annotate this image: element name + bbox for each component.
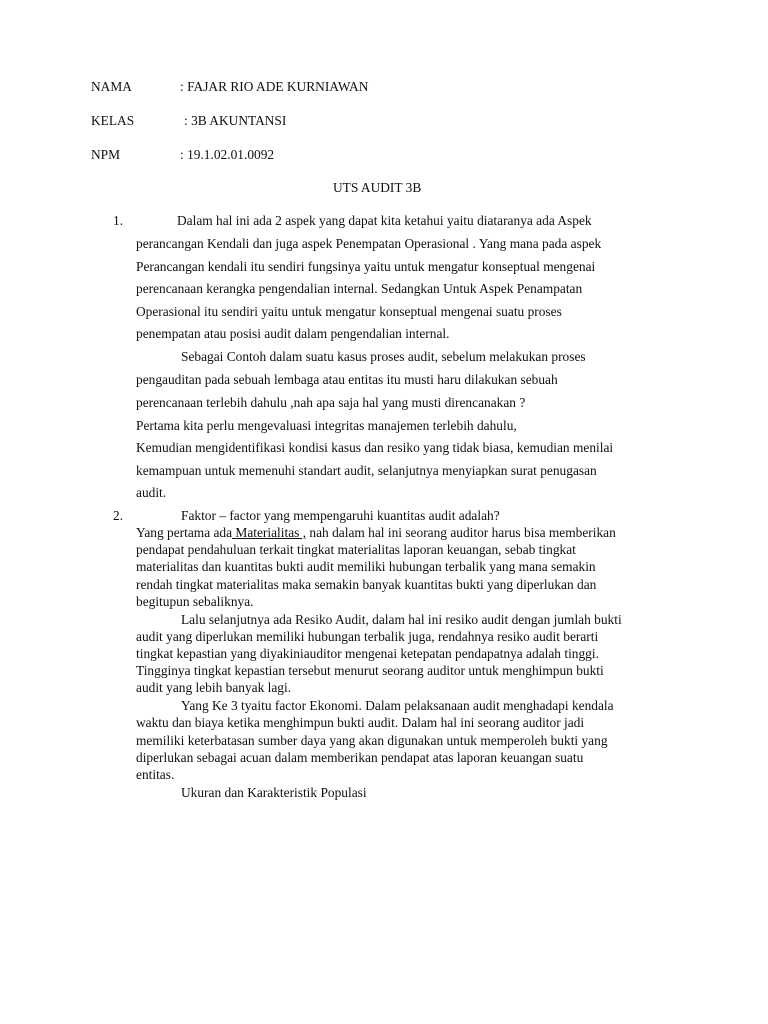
q1-line: Pertama kita perlu mengevaluasi integritas manajemen terlebih dahulu,	[136, 418, 517, 433]
class-value: : 3B AKUNTANSI	[184, 113, 287, 128]
q2-question: Faktor – factor yang mempengaruhi kuantitas audit adalah?	[181, 508, 500, 523]
npm-label: NPM	[91, 147, 121, 162]
q2-line: entitas.	[136, 767, 175, 782]
q2-line: Lalu selanjutnya ada Resiko Audit, dalam hal ini resiko audit dengan jumlah bukti	[181, 612, 622, 627]
q1-number: 1.	[113, 213, 124, 228]
q2-line: Yang Ke 3 tyaitu factor Ekonomi. Dalam pelaksanaan audit menghadapi kendala	[181, 698, 614, 713]
npm-value: : 19.1.02.01.0092	[180, 147, 275, 162]
q1-line: Sebagai Contoh dalam suatu kasus proses audit, sebelum melakukan proses	[181, 349, 586, 364]
q2-line: materialitas dan kuantitas bukti audit memiliki hubungan terbalik yang mana semakin	[136, 559, 596, 574]
q2-line: tingkat kepastian yang diyakiniauditor mengenai ketepatan pendapatnya adalah tinggi.	[136, 646, 599, 661]
name-value: : FAJAR RIO ADE KURNIAWAN	[180, 79, 369, 94]
q1-line: pengauditan pada sebuah lembaga atau entitas itu musti haru dilakukan sebuah	[136, 372, 558, 387]
q2-line: begitupun sebaliknya.	[136, 594, 254, 609]
q2-line: audit yang lebih banyak lagi.	[136, 680, 292, 695]
q2-number: 2.	[113, 508, 124, 523]
q2-line: memiliki keterbatasan sumber daya yang akan digunakan untuk memperoleh bukti yang	[136, 733, 608, 748]
q2-line: waktu dan biaya ketika menghimpun bukti audit. Dalam hal ini seorang auditor jadi	[136, 715, 585, 730]
q2-line: diperlukan sebagai acuan dalam memberikan pendapat atas laporan keuangan suatu	[136, 750, 584, 765]
q2-line: audit yang diperlukan memiliki hubungan terbalik juga, rendahnya resiko audit berarti	[136, 629, 599, 644]
q2-line: Ukuran dan Karakteristik Populasi	[181, 785, 367, 800]
q1-line: audit.	[136, 485, 167, 500]
q1-line: penempatan atau posisi audit dalam pengendalian internal.	[136, 326, 450, 341]
name-label: NAMA	[91, 79, 132, 94]
q1-line: Kemudian mengidentifikasi kondisi kasus dan resiko yang tidak biasa, kemudian menilai	[136, 440, 614, 455]
q1-line: Perancangan kendali itu sendiri fungsinya yaitu untuk mengatur konseptual mengenai	[136, 259, 596, 274]
q1-line: perencanaan terlebih dahulu ,nah apa saja hal yang musti direncanakan ?	[136, 395, 526, 410]
q1-line: Dalam hal ini ada 2 aspek yang dapat kita ketahui yaitu diataranya ada Aspek	[177, 213, 592, 228]
q2-first-pre: Yang pertama ada	[136, 525, 233, 540]
q2-line: pendapat pendahuluan terkait tingkat materialitas laporan keuangan, sebab tingkat	[136, 542, 576, 557]
q1-line: Operasional itu sendiri yaitu untuk mengatur konseptual mengenai suatu proses	[136, 304, 562, 319]
q2-line: Tingginya tingkat kepastian tersebut menurut seorang auditor untuk menghimpun bukti	[136, 663, 604, 678]
document-title: UTS AUDIT 3B	[333, 180, 422, 195]
q2-first-line	[136, 525, 616, 541]
q1-line: kemampuan untuk memenuhi standart audit, selanjutnya menyiapkan surat penugasan	[136, 463, 597, 478]
q2-first-post: nah dalam hal ini seorang auditor harus bisa memberikan	[306, 525, 616, 540]
q1-line: perancangan Kendali dan juga aspek Penempatan Operasional . Yang mana pada aspek	[136, 236, 602, 251]
q2-line: rendah tingkat materialitas maka semakin banyak kuantitas bukti yang diperlukan dan	[136, 577, 597, 592]
class-label: KELAS	[91, 113, 135, 128]
materialitas-term: Materialitas ,	[232, 525, 307, 540]
q1-line: perencanaan kerangka pengendalian internal. Sedangkan Untuk Aspek Penampatan	[136, 281, 583, 296]
